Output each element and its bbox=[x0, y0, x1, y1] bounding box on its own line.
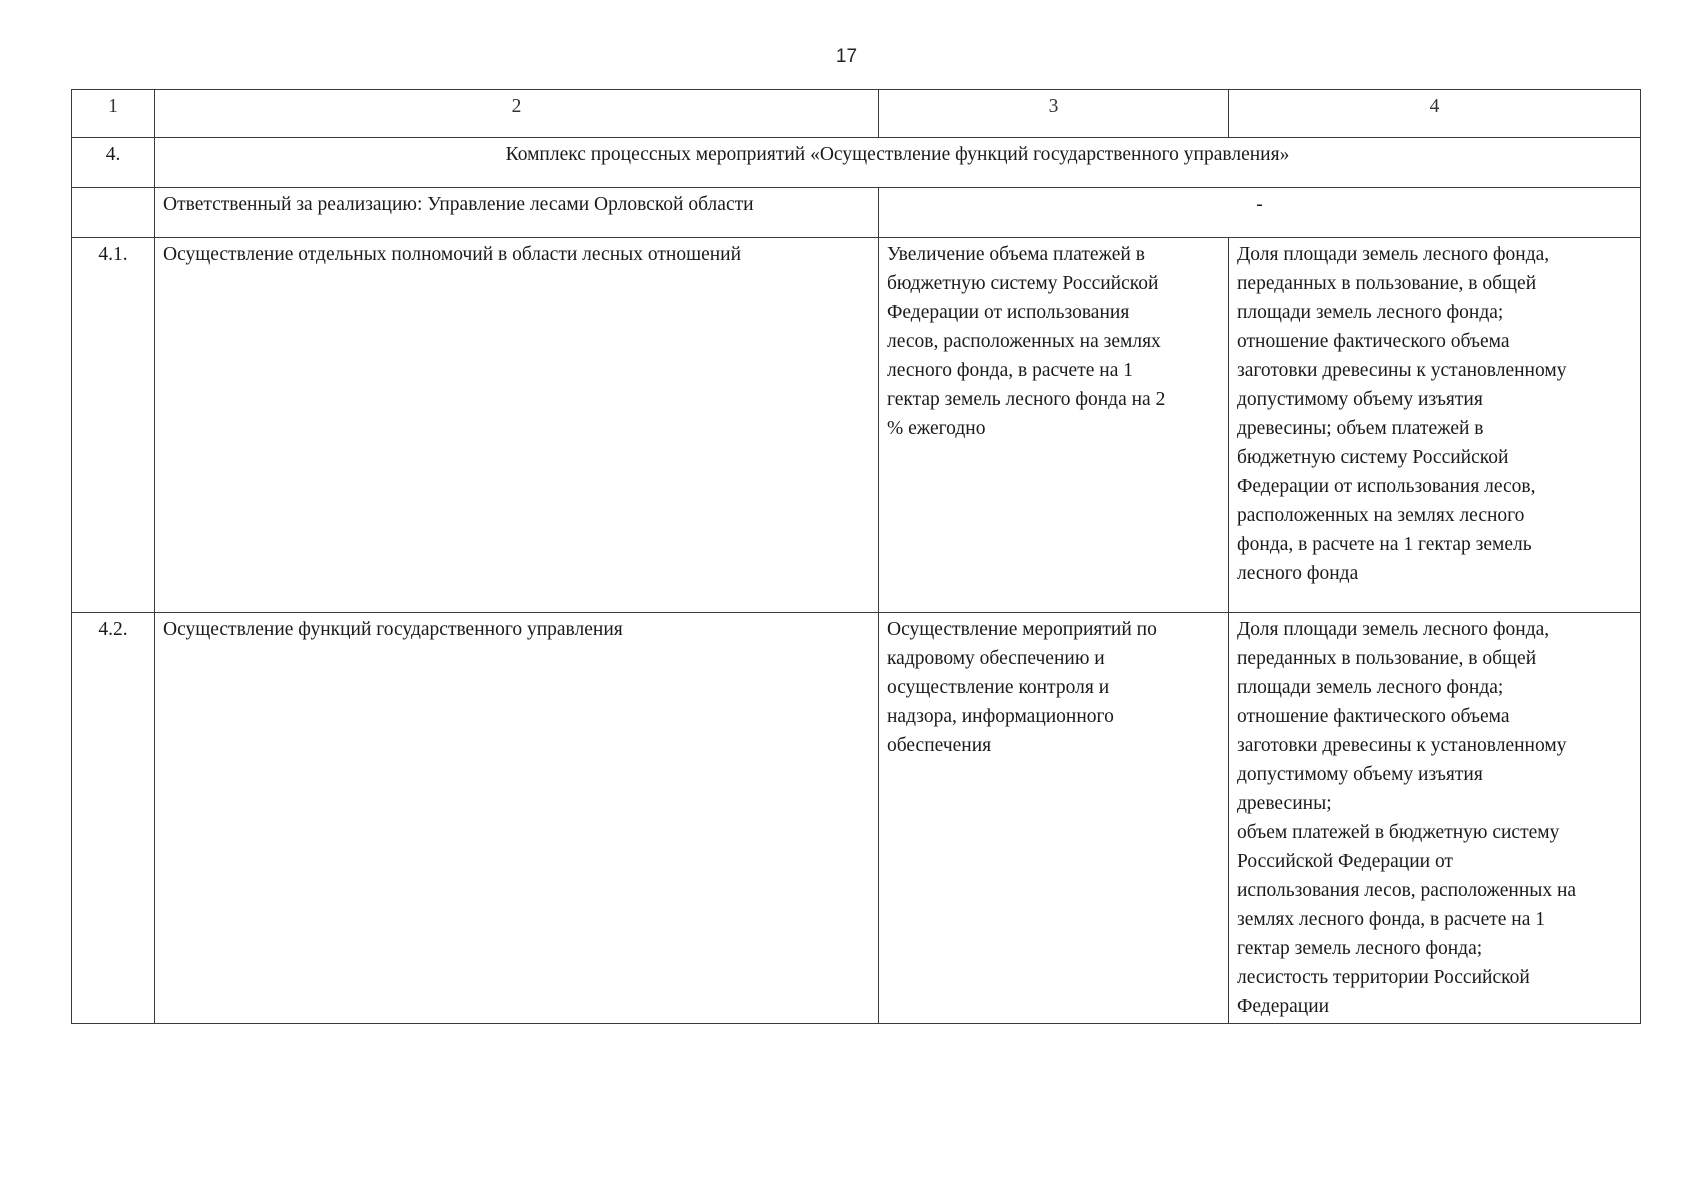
result-line: бюджетную систему Российской bbox=[887, 273, 1159, 294]
indicator-line: гектар земель лесного фонда; bbox=[1237, 938, 1483, 959]
table-header-row bbox=[72, 90, 1641, 138]
indicator-line: фонда, в расчете на 1 гектар земель bbox=[1237, 534, 1532, 555]
section-number: 4. bbox=[72, 138, 155, 188]
row-result bbox=[879, 613, 1229, 1024]
page-number: 17 bbox=[835, 46, 858, 67]
indicator-line: заготовки древесины к установленному bbox=[1237, 735, 1567, 756]
result-line: Увеличение объема платежей в bbox=[887, 244, 1145, 265]
row-indicators bbox=[1229, 238, 1641, 613]
indicator-line: Федерации bbox=[1237, 996, 1330, 1017]
indicator-line: землях лесного фонда, в расчете на 1 bbox=[1237, 909, 1546, 930]
indicator-line: Доля площади земель лесного фонда, bbox=[1237, 619, 1550, 640]
indicator-line: допустимому объему изъятия bbox=[1237, 764, 1483, 785]
indicator-line: переданных в пользование, в общей bbox=[1237, 273, 1537, 294]
indicator-line: заготовки древесины к установленному bbox=[1237, 360, 1567, 381]
result-line: % ежегодно bbox=[887, 418, 986, 439]
indicator-line: лесистость территории Российской bbox=[1237, 967, 1530, 988]
result-line: осуществление контроля и bbox=[887, 677, 1110, 698]
result-line: кадровому обеспечению и bbox=[887, 648, 1105, 669]
result-line: Федерации от использования bbox=[887, 302, 1130, 323]
indicator-line: отношение фактического объема bbox=[1237, 331, 1510, 352]
responsible-row bbox=[72, 188, 1641, 238]
row-indicators bbox=[1229, 613, 1641, 1024]
indicator-line: древесины; объем платежей в bbox=[1237, 418, 1484, 439]
indicator-line: Доля площади земель лесного фонда, bbox=[1237, 244, 1550, 265]
indicator-line: отношение фактического объема bbox=[1237, 706, 1510, 727]
header-col-2: 2 bbox=[155, 90, 879, 138]
indicator-line: бюджетную систему Российской bbox=[1237, 447, 1509, 468]
indicator-line: допустимому объему изъятия bbox=[1237, 389, 1483, 410]
result-line: лесов, расположенных на землях bbox=[887, 331, 1161, 352]
responsible-empty-cell bbox=[72, 188, 155, 238]
table-row bbox=[72, 238, 1641, 613]
row-number: 4.1. bbox=[72, 238, 155, 613]
indicator-line: Федерации от использования лесов, bbox=[1237, 476, 1536, 497]
row-task: Осуществление функций государственного управления bbox=[155, 613, 879, 1024]
header-col-4: 4 bbox=[1229, 90, 1641, 138]
indicator-line: Российской Федерации от bbox=[1237, 851, 1453, 872]
header-col-1: 1 bbox=[72, 90, 155, 138]
row-result bbox=[879, 238, 1229, 613]
indicator-line: использования лесов, расположенных на bbox=[1237, 880, 1577, 901]
row-task: Осуществление отдельных полномочий в области лесных отношений bbox=[155, 238, 879, 613]
indicator-line: переданных в пользование, в общей bbox=[1237, 648, 1537, 669]
indicator-line: древесины; bbox=[1237, 793, 1332, 814]
result-line: гектар земель лесного фонда на 2 bbox=[887, 389, 1166, 410]
table-row bbox=[72, 613, 1641, 1024]
indicator-line: расположенных на землях лесного bbox=[1237, 505, 1525, 526]
indicator-line: объем платежей в бюджетную систему bbox=[1237, 822, 1560, 843]
section-row bbox=[72, 138, 1641, 188]
indicator-line: площади земель лесного фонда; bbox=[1237, 302, 1504, 323]
result-line: обеспечения bbox=[887, 735, 992, 756]
result-line: Осуществление мероприятий по bbox=[887, 619, 1157, 640]
result-line: надзора, информационного bbox=[887, 706, 1114, 727]
result-line: лесного фонда, в расчете на 1 bbox=[887, 360, 1133, 381]
indicator-line: площади земель лесного фонда; bbox=[1237, 677, 1504, 698]
section-title: Комплекс процессных мероприятий «Осуществление функций государственного управления» bbox=[155, 138, 1641, 188]
program-table bbox=[71, 89, 1641, 1024]
indicator-line: лесного фонда bbox=[1237, 563, 1359, 584]
responsible-value: - bbox=[879, 188, 1641, 238]
responsible-text: Ответственный за реализацию: Управление лесами Орловской области bbox=[155, 188, 879, 238]
row-number: 4.2. bbox=[72, 613, 155, 1024]
header-col-3: 3 bbox=[879, 90, 1229, 138]
